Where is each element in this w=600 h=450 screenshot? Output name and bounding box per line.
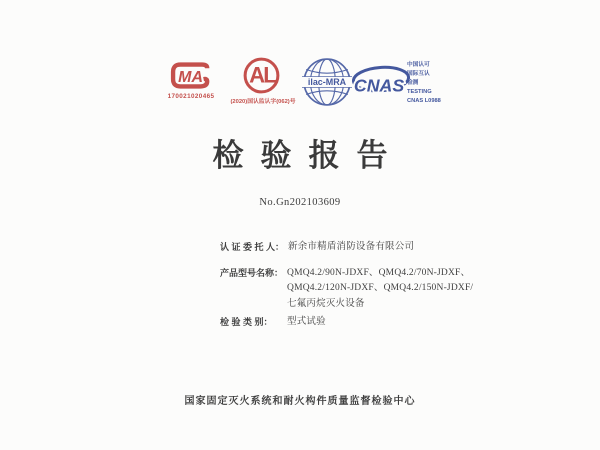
cnas-caption-line: 中国认可: [407, 62, 430, 68]
field-value-line: 型式试验: [287, 317, 326, 327]
cnas-caption-line: TESTING: [407, 89, 432, 95]
report-number: No.Gn202103609: [259, 197, 341, 208]
field-row-product-model: [220, 266, 490, 313]
ilac-mra-text: ilac-MRA: [307, 77, 347, 88]
cma-certificate-number: 170021020465: [167, 93, 215, 100]
cnas-caption: [407, 61, 441, 106]
cnas-mark-text: CNAS: [353, 75, 405, 96]
field-value-line: QMQ4.2/90N-JDXF、QMQ4.2/70N-JDXF、: [287, 267, 471, 278]
field-value-line: QMQ4.2/120N-JDXF、QMQ4.2/150N-JDXF/: [287, 283, 474, 293]
field-value-inspection-category: [287, 315, 326, 331]
field-row-inspection-category: [220, 315, 490, 331]
report-title: 检验报告: [212, 138, 405, 173]
cnas-icon: [352, 64, 410, 98]
cnas-caption-line: 检测: [407, 80, 419, 86]
cma-mark-text: MA: [178, 69, 203, 87]
cnas-caption-line: CNAS L0988: [407, 98, 441, 104]
cal-caption: (2020)国认监认字(062)号: [230, 99, 296, 105]
field-value-line: 新余市精盾消防设备有限公司: [288, 242, 415, 252]
field-row-applicant: [220, 240, 490, 256]
cal-mark-text: AL: [249, 62, 276, 88]
field-value-applicant: [288, 240, 414, 256]
field-label-product-model: 产品型号名称：: [220, 267, 284, 278]
cma-icon: [168, 60, 213, 91]
field-label-inspection-category: 检 验 类 别：: [220, 317, 273, 327]
field-value-product-model: [287, 266, 473, 313]
cal-icon: [242, 56, 281, 95]
ilac-mra-icon: [302, 57, 352, 107]
fields-section: [220, 240, 490, 331]
field-label-applicant: 认 证 委 托 人：: [220, 242, 285, 252]
cnas-caption-line: 国际互认: [407, 71, 430, 77]
field-value-line: 七氟丙烷灭火设备: [287, 298, 365, 309]
footer-org-name: 国家固定灭火系统和耐火构件质量监督检验中心: [184, 396, 416, 407]
